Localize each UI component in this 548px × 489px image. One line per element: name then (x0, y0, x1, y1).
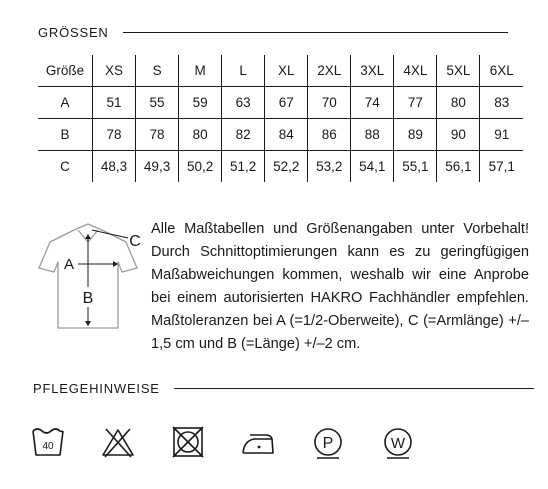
sizes-heading (38, 25, 508, 40)
shirt-measurement-diagram (30, 218, 150, 338)
measure-value-cell: 80 (437, 87, 480, 119)
size-column-header: 3XL (351, 55, 394, 87)
measure-value-cell: 49,3 (136, 151, 179, 183)
care-heading-rule (174, 388, 534, 389)
measure-value-cell: 57,1 (480, 151, 523, 183)
sizes-heading-label: GRÖSSEN (38, 25, 109, 40)
care-heading (33, 381, 534, 396)
size-disclaimer-text: Alle Maßtabellen und Größenangaben unter Vorbehalt! Durch Schnittoptimierungen kann es zu geringfügigen Maßabweichungen kommen, weshalb wir eine Anprobe bei einem autorisierten HAKRO Fachhändler empfehlen. Maßtoleranzen bei A (=1/2-Oberweite), C (=Armlänge) +/–1,5 cm und B (=Länge) +/–2 cm. (151, 221, 529, 352)
measure-value-cell: 55 (136, 87, 179, 119)
size-column-header: 4XL (394, 55, 437, 87)
measure-value-cell: 80 (179, 119, 222, 151)
measure-value-cell: 83 (480, 87, 523, 119)
measure-row-label: A (38, 87, 93, 119)
size-header-label: Größe (38, 55, 93, 87)
no-bleach-icon (100, 424, 136, 460)
measure-value-cell: 88 (351, 119, 394, 151)
measure-value-cell: 86 (308, 119, 351, 151)
measure-value-cell: 54,1 (351, 151, 394, 183)
wash-40-icon (30, 424, 66, 460)
measure-row-label: B (38, 119, 93, 151)
measure-value-cell: 63 (222, 87, 265, 119)
measure-value-cell: 78 (93, 119, 136, 151)
measure-value-cell: 70 (308, 87, 351, 119)
size-column-header: XS (93, 55, 136, 87)
measure-a-label: A (63, 256, 75, 273)
size-column-header: M (179, 55, 222, 87)
dry-clean-p-icon (310, 424, 346, 460)
measure-value-cell: 77 (394, 87, 437, 119)
measure-value-cell: 53,2 (308, 151, 351, 183)
measure-value-cell: 78 (136, 119, 179, 151)
table-row (38, 119, 523, 151)
measure-value-cell: 82 (222, 119, 265, 151)
measure-value-cell: 74 (351, 87, 394, 119)
measure-value-cell: 67 (265, 87, 308, 119)
size-column-header: 2XL (308, 55, 351, 87)
iron-low-icon (240, 424, 276, 460)
care-heading-label: PFLEGEHINWEISE (33, 381, 160, 396)
measure-value-cell: 50,2 (179, 151, 222, 183)
shirt-icon (30, 218, 150, 338)
dry-clean-letter: P (322, 435, 334, 452)
size-column-header: 5XL (437, 55, 480, 87)
measure-value-cell: 51,2 (222, 151, 265, 183)
size-table (38, 55, 523, 182)
measure-b-label: B (82, 290, 94, 307)
wet-clean-letter: W (390, 435, 406, 452)
measure-value-cell: 51 (93, 87, 136, 119)
measure-c-line (92, 230, 128, 238)
size-column-header: S (136, 55, 179, 87)
wet-clean-w-icon (380, 424, 416, 460)
table-row (38, 87, 523, 119)
wash-temperature-label: 40 (42, 441, 54, 452)
measure-value-cell: 52,2 (265, 151, 308, 183)
care-symbols (30, 424, 450, 460)
measure-value-cell: 59 (179, 87, 222, 119)
no-tumble-dry-icon (170, 424, 206, 460)
measure-c-label: C (129, 233, 141, 250)
measure-value-cell: 89 (394, 119, 437, 151)
sizes-heading-rule (123, 32, 508, 33)
measure-value-cell: 55,1 (394, 151, 437, 183)
size-column-header: XL (265, 55, 308, 87)
table-row (38, 151, 523, 183)
size-column-header: 6XL (480, 55, 523, 87)
size-table-header-row (38, 55, 523, 87)
measure-value-cell: 84 (265, 119, 308, 151)
measure-value-cell: 56,1 (437, 151, 480, 183)
measure-value-cell: 90 (437, 119, 480, 151)
measure-row-label: C (38, 151, 93, 183)
size-column-header: L (222, 55, 265, 87)
measure-value-cell: 48,3 (93, 151, 136, 183)
measure-value-cell: 91 (480, 119, 523, 151)
